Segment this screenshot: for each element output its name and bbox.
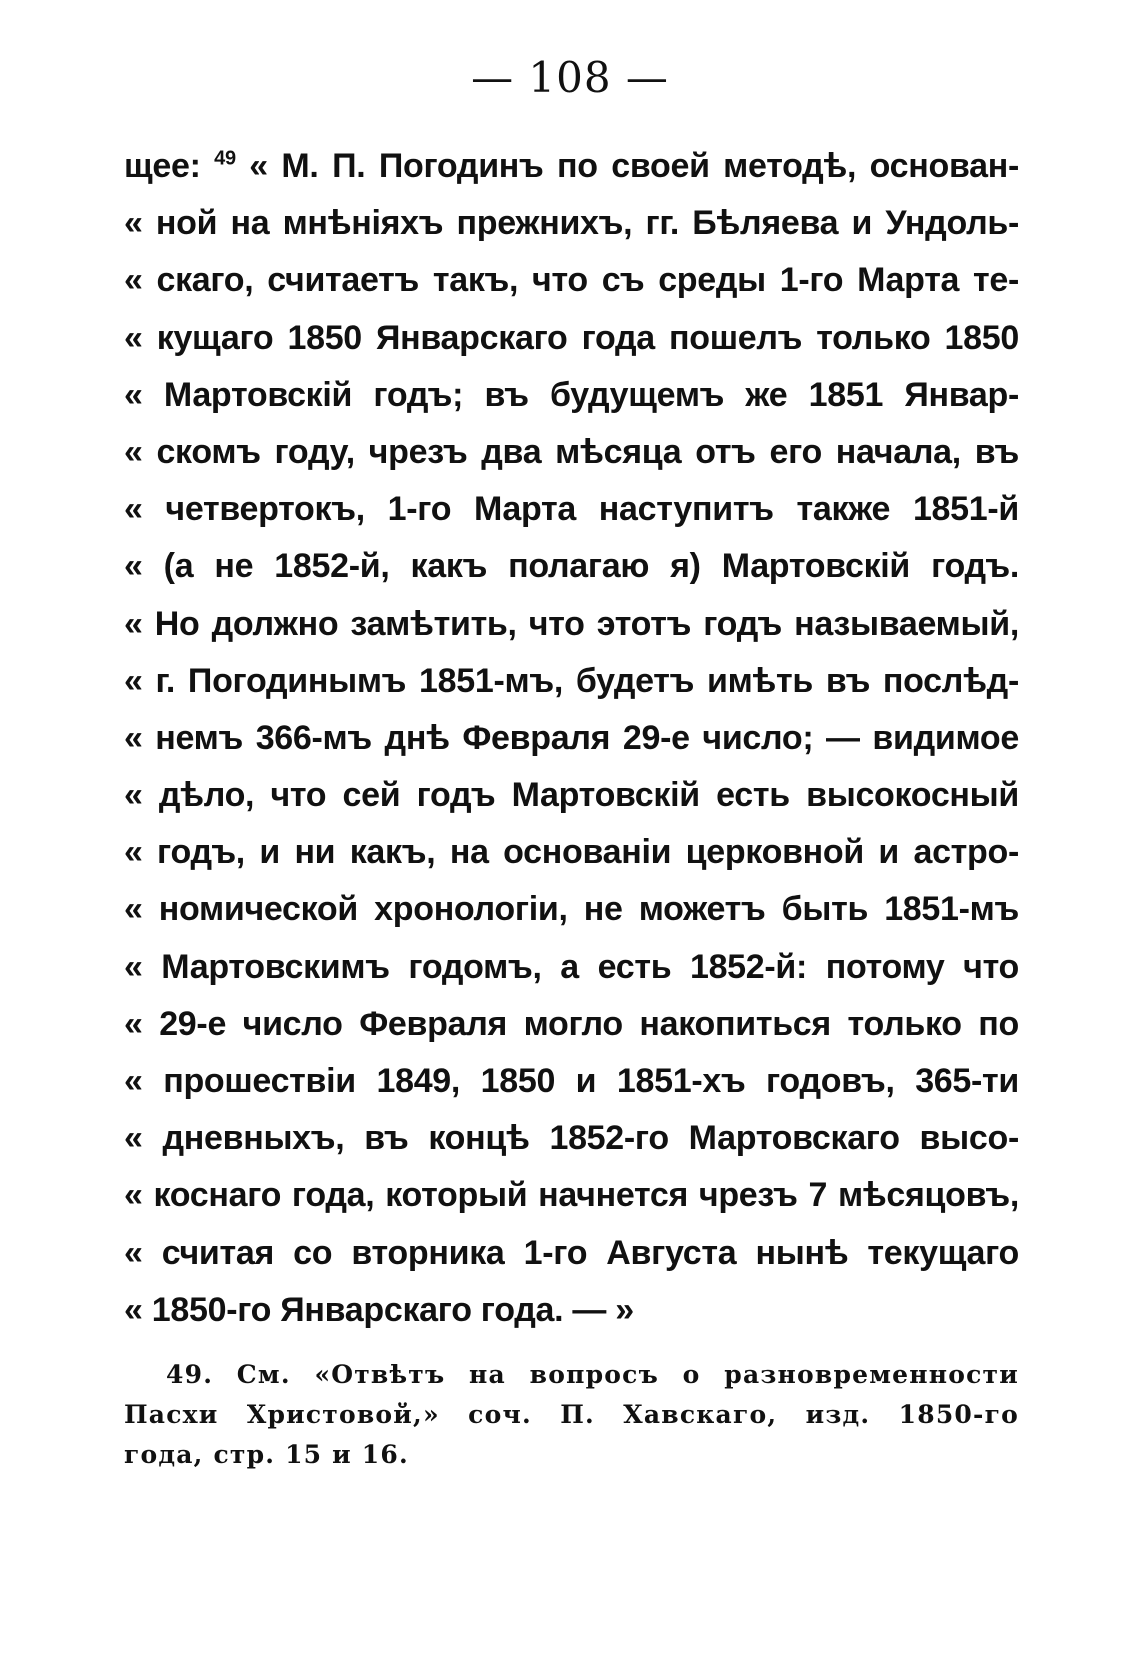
footnote-reference: 49 xyxy=(214,147,236,170)
text-line: « немъ 366-мъ днѣ Февраля 29-е число; — видимое xyxy=(124,718,1019,757)
text-line: « г. Погодинымъ 1851-мъ, будетъ имѣть въ послѣд- xyxy=(124,661,1019,700)
text-line: « Но должно замѣтить, что этотъ годъ называемый, xyxy=(124,604,1019,643)
text-line xyxy=(124,138,1019,195)
text-line: « прошествіи 1849, 1850 и 1851-хъ годовъ, 365-ти xyxy=(124,1062,1019,1100)
text-line: « Мартовскій годъ; въ будущемъ же 1851 Январ- xyxy=(124,375,1019,414)
text-line: « номической хронологіи, не можетъ быть 1851-мъ xyxy=(124,890,1019,929)
footnote-line: Пасхи Христовой,» соч. П. Хавскаго, изд. 1850-го xyxy=(124,1400,1019,1429)
text-line: « считая со вторника 1-го Августа нынѣ текущаго xyxy=(124,1233,1019,1272)
text-line: « 1850-го Январскаго года. — » xyxy=(124,1290,634,1329)
text-line: « четвертокъ, 1-го Марта наступитъ также 1851-й xyxy=(124,490,1019,529)
text-line-start: щее: xyxy=(124,147,215,185)
text-line: « дневныхъ, въ концѣ 1852-го Мартовскаго высо- xyxy=(124,1119,1019,1158)
text-line: « дѣло, что сей годъ Мартовскій есть высокосный xyxy=(124,776,1019,815)
text-line: « ной на мнѣніяхъ прежнихъ, гг. Бѣляева и Ундоль- xyxy=(124,204,1019,243)
footnote-line: года, стр. 15 и 16. xyxy=(124,1440,409,1469)
text-line: « годъ, и ни какъ, на основаніи церковной и астро- xyxy=(124,833,1019,872)
page-number: — 108 — xyxy=(471,53,669,102)
text-line: « скаго, считаетъ такъ, что съ среды 1-го Марта те- xyxy=(124,261,1019,300)
text-line: « 29-е число Февраля могло накопиться только по xyxy=(124,1004,1019,1043)
text-line: « (а не 1852-й, какъ полагаю я) Мартовскій годъ. xyxy=(124,547,1019,586)
footnote-line: 49. См. «Отвѣтъ на вопросъ о разновременности xyxy=(166,1360,1019,1389)
text-line-continuation: « М. П. Погодинъ по своей методѣ, основан- xyxy=(235,147,1019,185)
footnote xyxy=(124,1355,1019,1475)
main-text xyxy=(124,138,1019,1339)
text-line: « скомъ году, чрезъ два мѣсяца отъ его начала, въ xyxy=(124,432,1019,471)
text-line: « Мартовскимъ годомъ, а есть 1852-й: потому что xyxy=(124,947,1019,986)
text-line: « кущаго 1850 Январскаго года пошелъ только 1850 xyxy=(124,318,1019,357)
text-line: « коснаго года, который начнется чрезъ 7 мѣсяцовъ, xyxy=(124,1176,1019,1215)
